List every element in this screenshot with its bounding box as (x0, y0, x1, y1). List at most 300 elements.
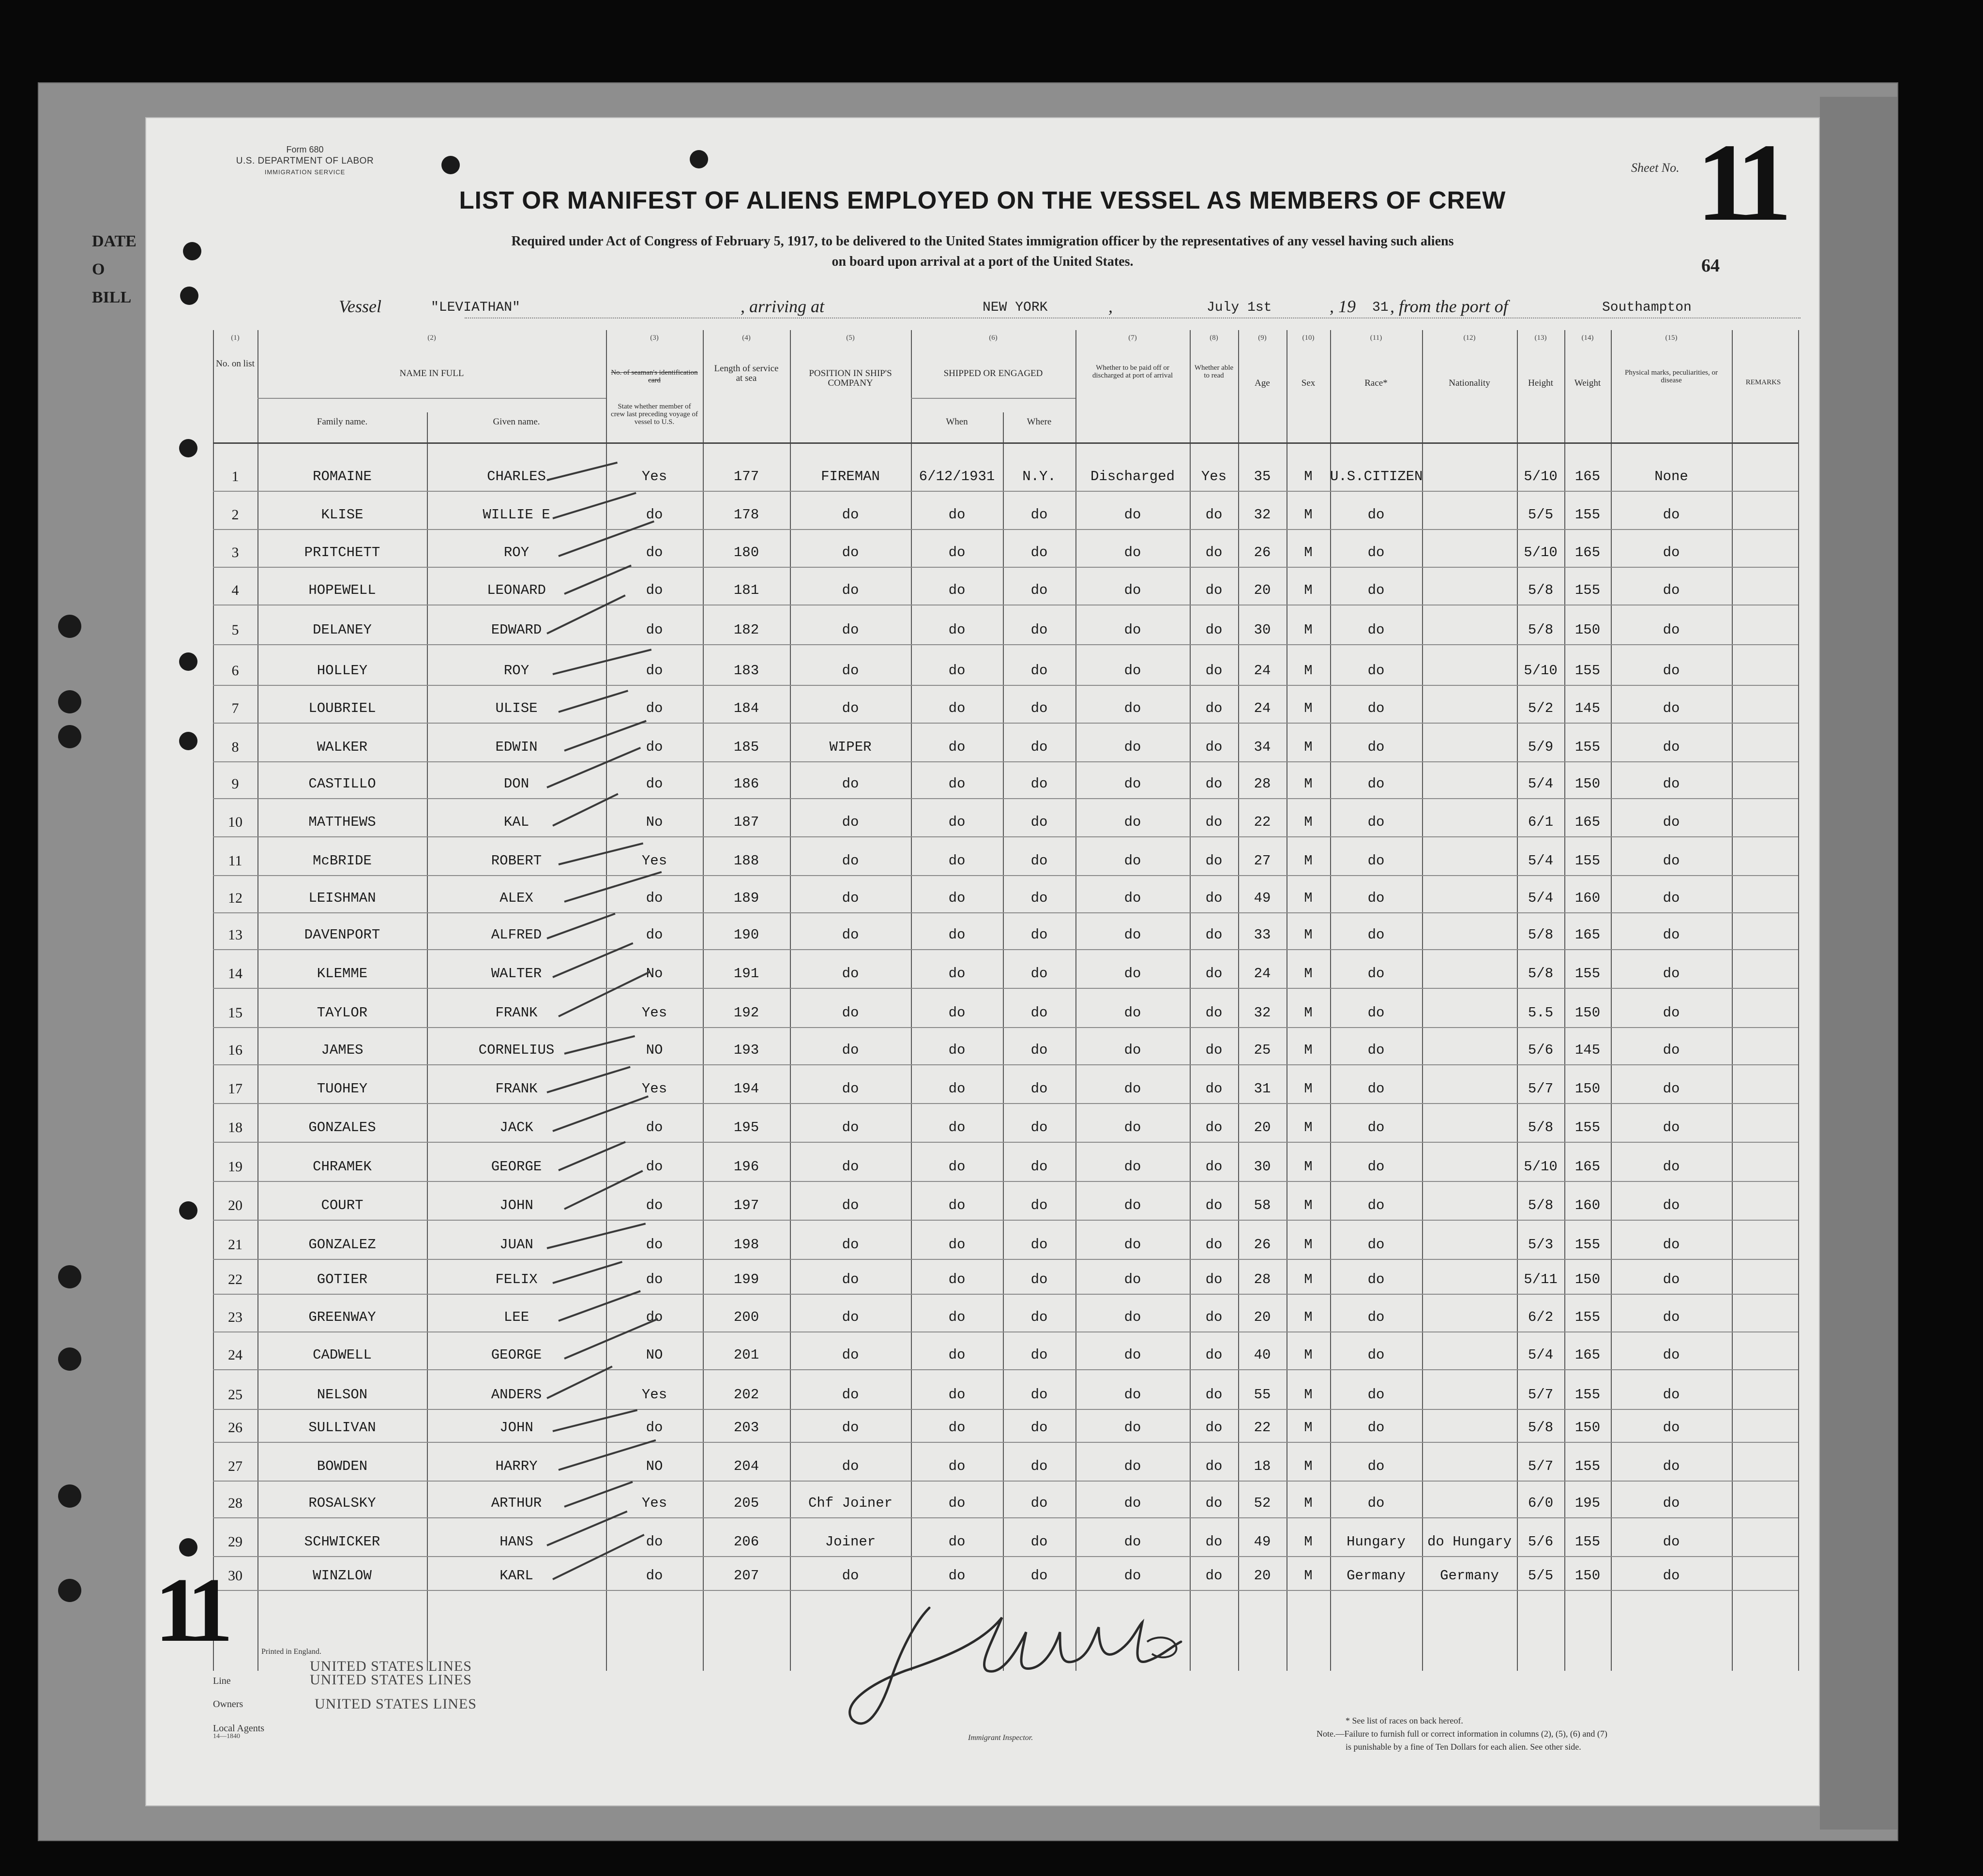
cell-race: do (1367, 776, 1385, 792)
cell-sex: M (1304, 890, 1313, 906)
column-rule (1798, 330, 1799, 1671)
cell-read: do (1205, 1237, 1223, 1253)
header-subrule (257, 398, 606, 399)
cell-sex: M (1304, 1042, 1313, 1058)
cell-where: do (1030, 814, 1048, 830)
cell-age: 32 (1254, 1005, 1271, 1021)
cell-marks: do (1663, 1347, 1680, 1363)
cell-race: do (1367, 1042, 1385, 1058)
cell-weight: 155 (1574, 1309, 1601, 1325)
row-rule (213, 567, 1798, 568)
cell-height: 5/4 (1528, 853, 1554, 869)
cell-marks: do (1663, 1420, 1680, 1436)
cell-age: 28 (1254, 1271, 1271, 1287)
note-line: Note.—Failure to furnish full or correct information in columns (2), (5), (6) and (7) (1317, 1729, 1607, 1739)
row-rule (213, 1481, 1798, 1482)
cell-paid: do (1124, 1120, 1141, 1135)
subtitle-line: on board upon arrival at a port of the United States. (832, 254, 1134, 269)
cell-marks: do (1663, 1237, 1680, 1253)
from-label: , from the port of (1390, 297, 1508, 316)
cell-no: 1 (231, 469, 239, 484)
cell-paid: do (1124, 545, 1141, 560)
cell-position: do (842, 545, 859, 560)
cell-family: MATTHEWS (308, 814, 376, 830)
column-rule (427, 412, 428, 1671)
owners-label: Owners (213, 1699, 243, 1710)
cell-no: 16 (228, 1042, 242, 1058)
cell-service: 202 (733, 1387, 759, 1403)
column-rule (1732, 330, 1733, 1671)
cell-weight: 150 (1574, 1420, 1601, 1436)
row-rule (213, 1369, 1798, 1370)
cell-paid: do (1124, 1005, 1141, 1021)
cell-age: 25 (1254, 1042, 1271, 1058)
cell-given: ALEX (500, 890, 533, 906)
cell-given: KARL (500, 1568, 533, 1584)
row-rule (213, 1442, 1798, 1443)
cell-marks: do (1663, 663, 1680, 679)
cell-age: 26 (1254, 545, 1271, 560)
cell-position: do (842, 1347, 859, 1363)
cell-race: do (1367, 1309, 1385, 1325)
row-rule (213, 1064, 1798, 1065)
cell-when: do (948, 1005, 966, 1021)
col-header-nationality: Nationality (1449, 378, 1490, 388)
cell-height: 5/10 (1524, 1159, 1558, 1175)
cell-when: do (948, 890, 966, 906)
row-rule (213, 1181, 1798, 1182)
cell-marks: do (1663, 739, 1680, 755)
cell-given: LEONARD (487, 582, 546, 598)
cell-where: do (1030, 507, 1048, 523)
races-note: * See list of races on back hereof. (1346, 1716, 1463, 1725)
cell-paid: do (1124, 1081, 1141, 1097)
cell-weight: 145 (1574, 700, 1601, 716)
cell-prev: Yes (641, 1495, 667, 1511)
cell-read: do (1205, 1081, 1223, 1097)
cell-read: do (1205, 507, 1223, 523)
cell-weight: 150 (1574, 1081, 1601, 1097)
cell-race: do (1367, 966, 1385, 982)
cell-prev: do (646, 700, 663, 716)
cell-sex: M (1304, 1197, 1313, 1213)
cell-age: 20 (1254, 1568, 1271, 1584)
cell-read: do (1205, 663, 1223, 679)
cell-race: do (1367, 507, 1385, 523)
cell-given: ROY (503, 545, 530, 560)
cell-given: WALTER (491, 966, 542, 982)
cell-given: HARRY (495, 1458, 538, 1474)
cell-where: do (1030, 1495, 1048, 1511)
corner-sheet-mark: 11 (155, 1559, 225, 1661)
cell-when: do (948, 1534, 966, 1550)
cell-weight: 165 (1574, 927, 1601, 943)
cell-given: ROY (503, 663, 530, 679)
cell-family: GOTIER (317, 1271, 368, 1287)
cell-nationality: do Hungary (1427, 1534, 1512, 1550)
col-header-age: Age (1255, 378, 1270, 388)
cell-when: do (948, 776, 966, 792)
cell-sex: M (1304, 966, 1313, 982)
cell-weight: 150 (1574, 1271, 1601, 1287)
cell-marks: do (1663, 545, 1680, 560)
arrival-port: NEW YORK (983, 300, 1048, 315)
cell-age: 20 (1254, 1120, 1271, 1135)
col-number: (4) (742, 334, 751, 342)
cell-height: 5/2 (1528, 700, 1554, 716)
cell-height: 5/4 (1528, 1347, 1554, 1363)
cell-marks: do (1663, 890, 1680, 906)
cell-read: do (1205, 1159, 1223, 1175)
cell-given: GEORGE (491, 1159, 542, 1175)
cell-position: do (842, 927, 859, 943)
year-label: , 19 (1330, 297, 1356, 316)
cell-paid: do (1124, 1495, 1141, 1511)
cell-position: do (842, 1458, 859, 1474)
cell-race: do (1367, 1005, 1385, 1021)
cell-marks: do (1663, 814, 1680, 830)
cell-height: 5/10 (1524, 663, 1558, 679)
cell-read: do (1205, 1568, 1223, 1584)
cell-sex: M (1304, 1347, 1313, 1363)
cell-position: do (842, 853, 859, 869)
cell-paid: do (1124, 1458, 1141, 1474)
row-rule (213, 988, 1798, 989)
cell-race: do (1367, 739, 1385, 755)
cell-marks: do (1663, 1197, 1680, 1213)
cell-race: do (1367, 1420, 1385, 1436)
cell-when: do (948, 1120, 966, 1135)
cell-age: 26 (1254, 1237, 1271, 1253)
col-header-race: Race* (1364, 378, 1388, 388)
cell-weight: 155 (1574, 853, 1601, 869)
cell-given: JOHN (500, 1197, 533, 1213)
cell-service: 204 (733, 1458, 759, 1474)
cell-marks: do (1663, 1042, 1680, 1058)
backing-edge (1820, 97, 1897, 1830)
cell-where: do (1030, 966, 1048, 982)
cell-family: LEISHMAN (308, 890, 376, 906)
cell-family: KLISE (321, 507, 363, 523)
cell-where: do (1030, 1042, 1048, 1058)
cell-race: do (1367, 1495, 1385, 1511)
cell-read: do (1205, 814, 1223, 830)
row-rule (213, 1517, 1798, 1518)
punch-hole (58, 1579, 81, 1602)
manifest-sheet (145, 117, 1820, 1806)
cell-when: do (948, 1568, 966, 1584)
cell-marks: None (1654, 469, 1688, 484)
cell-given: FRANK (495, 1005, 538, 1021)
cell-paid: do (1124, 663, 1141, 679)
cell-position: do (842, 1005, 859, 1021)
cell-family: DAVENPORT (304, 927, 380, 943)
cell-prev: NO (646, 1042, 663, 1058)
row-rule (213, 1556, 1798, 1557)
row-rule (213, 529, 1798, 530)
cell-paid: do (1124, 1420, 1141, 1436)
cell-paid: do (1124, 507, 1141, 523)
cell-race: Hungary (1347, 1534, 1406, 1550)
col-number: (12) (1463, 334, 1476, 342)
cell-where: do (1030, 1458, 1048, 1474)
cell-paid: do (1124, 1568, 1141, 1584)
cell-age: 24 (1254, 700, 1271, 716)
cell-weight: 155 (1574, 1458, 1601, 1474)
cell-when: do (948, 1042, 966, 1058)
cell-age: 24 (1254, 663, 1271, 679)
cell-paid: do (1124, 739, 1141, 755)
cell-sex: M (1304, 927, 1313, 943)
backing-label-line: DATE O (92, 232, 136, 278)
cell-service: 197 (733, 1197, 759, 1213)
col-number: (14) (1581, 334, 1594, 342)
col-header-read: Whether able to read (1194, 364, 1234, 379)
col-number: (7) (1128, 334, 1137, 342)
cell-weight: 150 (1574, 776, 1601, 792)
cell-family: DELANEY (313, 622, 372, 638)
cell-race: U.S.CITIZEN (1330, 469, 1423, 484)
cell-paid: do (1124, 927, 1141, 943)
cell-marks: do (1663, 853, 1680, 869)
cell-no: 14 (228, 966, 242, 982)
cell-read: do (1205, 853, 1223, 869)
punch-hole (58, 690, 81, 713)
cell-read: do (1205, 1420, 1223, 1436)
cell-sex: M (1304, 1534, 1313, 1550)
cell-service: 183 (733, 663, 759, 679)
col-header-when: When (946, 417, 968, 427)
cell-read: do (1205, 776, 1223, 792)
cell-when: do (948, 1309, 966, 1325)
cell-family: HOLLEY (317, 663, 368, 679)
vessel-label: Vessel (339, 297, 381, 316)
cell-paid: do (1124, 1271, 1141, 1287)
cell-age: 35 (1254, 469, 1271, 484)
cell-age: 58 (1254, 1197, 1271, 1213)
cell-no: 5 (231, 622, 239, 638)
departure-port: Southampton (1602, 300, 1692, 315)
cell-given: ULISE (495, 700, 538, 716)
cell-race: do (1367, 814, 1385, 830)
cell-given: FRANK (495, 1081, 538, 1097)
cell-height: 5/11 (1524, 1271, 1558, 1287)
cell-age: 20 (1254, 1309, 1271, 1325)
cell-when: do (948, 853, 966, 869)
row-rule (213, 761, 1798, 762)
cell-read: do (1205, 927, 1223, 943)
cell-age: 40 (1254, 1347, 1271, 1363)
cell-paid: do (1124, 1237, 1141, 1253)
cell-prev: do (646, 1420, 663, 1436)
cell-height: 5/9 (1528, 739, 1554, 755)
cell-when: do (948, 1159, 966, 1175)
page-subtitle (378, 231, 1588, 272)
cell-no: 21 (228, 1237, 242, 1253)
cell-position: do (842, 582, 859, 598)
cell-read: do (1205, 1271, 1223, 1287)
cell-weight: 155 (1574, 739, 1601, 755)
cell-read: do (1205, 1005, 1223, 1021)
cell-service: 190 (733, 927, 759, 943)
cell-service: 194 (733, 1081, 759, 1097)
punch-hole (58, 1347, 81, 1371)
cell-age: 30 (1254, 1159, 1271, 1175)
cell-when: do (948, 1347, 966, 1363)
cell-read: do (1205, 1197, 1223, 1213)
cell-prev: No (646, 966, 663, 982)
col-number: (15) (1665, 334, 1678, 342)
cell-where: do (1030, 1420, 1048, 1436)
cell-where: do (1030, 1387, 1048, 1403)
col-header-height: Height (1528, 378, 1553, 388)
owners-stamp: UNITED STATES LINES (315, 1696, 477, 1712)
cell-marks: do (1663, 927, 1680, 943)
cell-marks: do (1663, 1568, 1680, 1584)
cell-where: do (1030, 1159, 1048, 1175)
cell-where: do (1030, 1197, 1048, 1213)
cell-position: do (842, 1237, 859, 1253)
cell-race: do (1367, 927, 1385, 943)
row-rule (213, 1331, 1798, 1332)
cell-race: do (1367, 1197, 1385, 1213)
cell-race: do (1367, 1159, 1385, 1175)
punch-hole (58, 725, 81, 748)
cell-marks: do (1663, 622, 1680, 638)
cell-height: 5/5 (1528, 507, 1554, 523)
cell-prev: do (646, 622, 663, 638)
col-header-marks: Physical marks, peculiarities, or disease (1624, 369, 1718, 384)
cell-position: do (842, 1042, 859, 1058)
cell-race: do (1367, 1271, 1385, 1287)
cell-race: do (1367, 582, 1385, 598)
cell-family: NELSON (317, 1387, 368, 1403)
row-rule (213, 1409, 1798, 1410)
cell-read: do (1205, 890, 1223, 906)
cell-sex: M (1304, 739, 1313, 755)
cell-service: 206 (733, 1534, 759, 1550)
cell-race: do (1367, 1347, 1385, 1363)
cell-service: 193 (733, 1042, 759, 1058)
cell-position: do (842, 1309, 859, 1325)
cell-paid: do (1124, 700, 1141, 716)
cell-no: 9 (231, 776, 239, 792)
col-header-position: POSITION IN SHIP'S COMPANY (809, 368, 892, 388)
cell-age: 20 (1254, 582, 1271, 598)
cell-no: 22 (228, 1271, 242, 1287)
cell-service: 196 (733, 1159, 759, 1175)
cell-when: do (948, 1197, 966, 1213)
note-line: is punishable by a fine of Ten Dollars for each alien. See other side. (1346, 1742, 1581, 1752)
cell-sex: M (1304, 1568, 1313, 1584)
col-number: (2) (427, 334, 436, 342)
cell-no: 18 (228, 1120, 242, 1135)
col-number: (13) (1534, 334, 1547, 342)
cell-sex: M (1304, 1387, 1313, 1403)
cell-where: do (1030, 1534, 1048, 1550)
cell-weight: 160 (1574, 890, 1601, 906)
cell-no: 30 (228, 1568, 242, 1584)
cell-given: LEE (503, 1309, 530, 1325)
cell-where: N.Y. (1022, 469, 1056, 484)
cell-weight: 150 (1574, 622, 1601, 638)
cell-family: COURT (321, 1197, 363, 1213)
col-number: (10) (1302, 334, 1315, 342)
cell-prev: Yes (641, 1081, 667, 1097)
cell-race: do (1367, 545, 1385, 560)
cell-position: do (842, 1271, 859, 1287)
col-header-remarks: REMARKS (1745, 378, 1781, 386)
cell-sex: M (1304, 1271, 1313, 1287)
cell-no: 6 (231, 663, 239, 679)
cell-family: SULLIVAN (308, 1420, 376, 1436)
cell-position: Joiner (825, 1534, 876, 1550)
cell-position: do (842, 1120, 859, 1135)
cell-when: do (948, 1237, 966, 1253)
cell-where: do (1030, 890, 1048, 906)
cell-given: EDWARD (491, 622, 542, 638)
inspector-label: Immigrant Inspector. (968, 1734, 1033, 1742)
cell-position: do (842, 622, 859, 638)
cell-sex: M (1304, 814, 1313, 830)
row-rule (213, 1103, 1798, 1104)
cell-family: TAYLOR (317, 1005, 368, 1021)
row-rule (213, 1294, 1798, 1295)
cell-family: HOPEWELL (308, 582, 376, 598)
cell-family: PRITCHETT (304, 545, 380, 560)
col-header-shipped: SHIPPED OR ENGAGED (943, 368, 1043, 378)
header-subrule (911, 398, 1075, 399)
row-rule (213, 1027, 1798, 1028)
col-number: (6) (989, 334, 998, 342)
row-rule (213, 685, 1798, 686)
cell-no: 27 (228, 1458, 242, 1474)
cell-age: 22 (1254, 814, 1271, 830)
cell-where: do (1030, 1005, 1048, 1021)
cell-read: Yes (1201, 469, 1227, 484)
punch-hole (690, 150, 708, 168)
cell-read: do (1205, 622, 1223, 638)
cell-race: do (1367, 890, 1385, 906)
crew-table (145, 330, 1820, 1734)
cell-marks: do (1663, 1309, 1680, 1325)
cell-height: 6/2 (1528, 1309, 1554, 1325)
col-header-where: Where (1027, 417, 1052, 427)
cell-age: 33 (1254, 927, 1271, 943)
cell-when: do (948, 927, 966, 943)
cell-marks: do (1663, 1081, 1680, 1097)
cell-no: 7 (231, 700, 239, 716)
cell-height: 5/8 (1528, 1120, 1554, 1135)
cell-marks: do (1663, 1534, 1680, 1550)
cell-weight: 155 (1574, 507, 1601, 523)
cell-race: do (1367, 700, 1385, 716)
cell-given: DON (503, 776, 530, 792)
cell-height: 5/10 (1524, 545, 1558, 560)
cell-sex: M (1304, 622, 1313, 638)
cell-given: KAL (503, 814, 530, 830)
col-header-service: Length of service at sea (714, 363, 779, 383)
backing-label-line: BILL (92, 288, 132, 306)
cell-weight: 165 (1574, 1159, 1601, 1175)
cell-read: do (1205, 582, 1223, 598)
department: U.S. DEPARTMENT OF LABOR (236, 156, 374, 166)
cell-prev: do (646, 507, 663, 523)
cell-given: ALFRED (491, 927, 542, 943)
punch-hole (441, 156, 460, 174)
col-header-no: No. on list (216, 359, 255, 369)
cell-service: 188 (733, 853, 759, 869)
